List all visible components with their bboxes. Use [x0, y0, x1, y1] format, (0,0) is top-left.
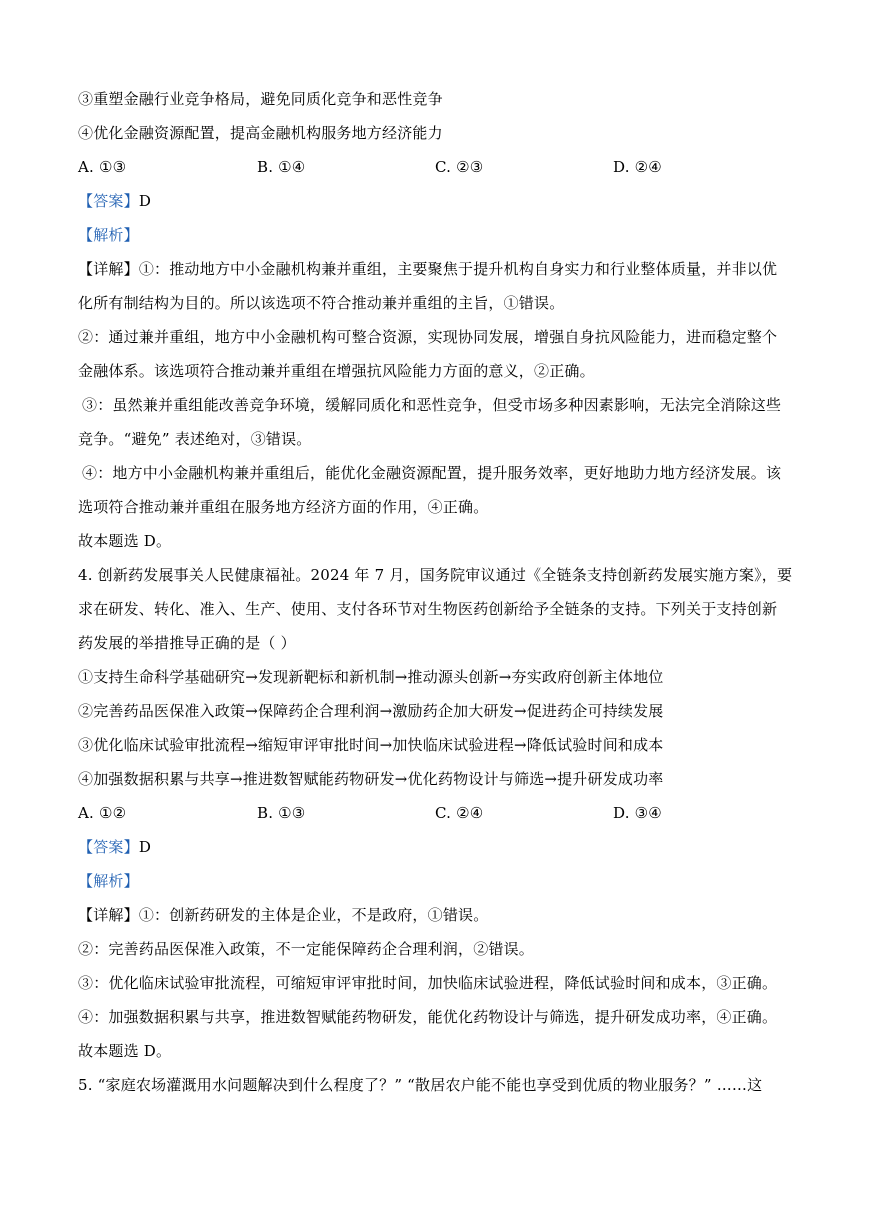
q4-statement-4: ④加强数据积累与共享→推进数智赋能药物研发→优化药物设计与筛选→提升研发成功率 [78, 770, 664, 788]
q4-statement-2: ②完善药品医保准入政策→保障药企合理利润→激励药企加大研发→促进药企可持续发展 [78, 702, 664, 720]
q3-detail-2a: ②：通过兼并重组，地方中小金融机构可整合资源，实现协同发展，增强自身抗风险能力，进而稳定整个 [78, 328, 778, 346]
q4-answer: D [138, 838, 152, 856]
analysis-tag: 【解析】 [78, 872, 139, 890]
q4-option-d: D. ③④ [613, 804, 662, 822]
document-page [78, 82, 798, 1102]
analysis-tag: 【解析】 [78, 226, 139, 244]
q4-option-c: C. ②④ [435, 804, 484, 822]
q3-option-c: C. ②③ [435, 158, 484, 176]
q3-analysis-line [78, 218, 798, 252]
q4-detail-1 [78, 898, 798, 932]
q4-answer-line [78, 830, 798, 864]
q4-statement-3: ③优化临床试验审批流程→缩短审评审批时间→加快临床试验进程→降低试验时间和成本 [78, 736, 664, 754]
answer-tag: 【答案】 [78, 838, 139, 856]
q3-detail-1a [78, 252, 798, 286]
q3-option-a: A. ①③ [78, 158, 127, 176]
q3-detail-3b: 竞争。“避免” 表述绝对，③错误。 [78, 430, 312, 448]
q3-conclusion: 故本题选 D。 [78, 532, 172, 550]
q3-statement-3: ③重塑金融行业竞争格局，避免同质化竞争和恶性竞争 [78, 90, 443, 108]
detail-tag: 【详解】 [78, 906, 139, 924]
q4-conclusion: 故本题选 D。 [78, 1042, 172, 1060]
q3-detail-4a: ④：地方中小金融机构兼并重组后，能优化金融资源配置，提升服务效率，更好地助力地方经济发展。该 [82, 464, 782, 482]
q4-stem-2: 求在研发、转化、准入、生产、使用、支付各环节对生物医药创新给予全链条的支持。下列关于支持创新 [78, 600, 778, 618]
q4-options [78, 796, 798, 830]
q4-detail-2: ②：完善药品医保准入政策，不一定能保障药企合理利润，②错误。 [78, 940, 535, 958]
q4-detail-3: ③：优化临床试验审批流程，可缩短审评审批时间，加快临床试验进程，降低试验时间和成本，③正确。 [78, 974, 778, 992]
q3-options [78, 150, 798, 184]
q3-detail-1b: 化所有制结构为目的。所以该选项不符合推动兼并重组的主旨，①错误。 [78, 294, 565, 312]
q3-answer-line [78, 184, 798, 218]
q5-stem-1: 5. “家庭农场灌溉用水问题解决到什么程度了？” “散居农户能不能也享受到优质的物业服务？” ……这 [78, 1076, 763, 1094]
detail-tag: 【详解】 [78, 260, 139, 278]
q4-stem-3: 药发展的举措推导正确的是（ ） [78, 634, 296, 652]
q3-statement-4: ④优化金融资源配置，提高金融机构服务地方经济能力 [78, 124, 443, 142]
q3-option-b: B. ①④ [257, 158, 306, 176]
q4-stem-1: 4. 创新药发展事关人民健康福祉。2024 年 7 月，国务院审议通过《全链条支持创新药发展实施方案》，要 [78, 566, 793, 584]
q3-answer: D [138, 192, 152, 210]
q4-detail-1-text: ①：创新药研发的主体是企业，不是政府，①错误。 [138, 906, 489, 924]
q3-detail-1a-text: ①：推动地方中小金融机构兼并重组，主要聚焦于提升机构自身实力和行业整体质量，并非以优 [138, 260, 778, 278]
q3-option-d: D. ②④ [613, 158, 662, 176]
q4-analysis-line [78, 864, 798, 898]
q4-statement-1: ①支持生命科学基础研究→发现新靶标和新机制→推动源头创新→夯实政府创新主体地位 [78, 668, 664, 686]
q3-detail-4b: 选项符合推动兼并重组在服务地方经济方面的作用，④正确。 [78, 498, 489, 516]
q4-option-a: A. ①② [78, 804, 127, 822]
q4-option-b: B. ①③ [257, 804, 306, 822]
answer-tag: 【答案】 [78, 192, 139, 210]
q4-detail-4: ④：加强数据积累与共享，推进数智赋能药物研发，能优化药物设计与筛选，提升研发成功率，④正确。 [78, 1008, 778, 1026]
q3-detail-2b: 金融体系。该选项符合推动兼并重组在增强抗风险能力方面的意义，②正确。 [78, 362, 595, 380]
q3-detail-3a: ③：虽然兼并重组能改善竞争环境，缓解同质化和恶性竞争，但受市场多种因素影响，无法完全消除这些 [82, 396, 782, 414]
